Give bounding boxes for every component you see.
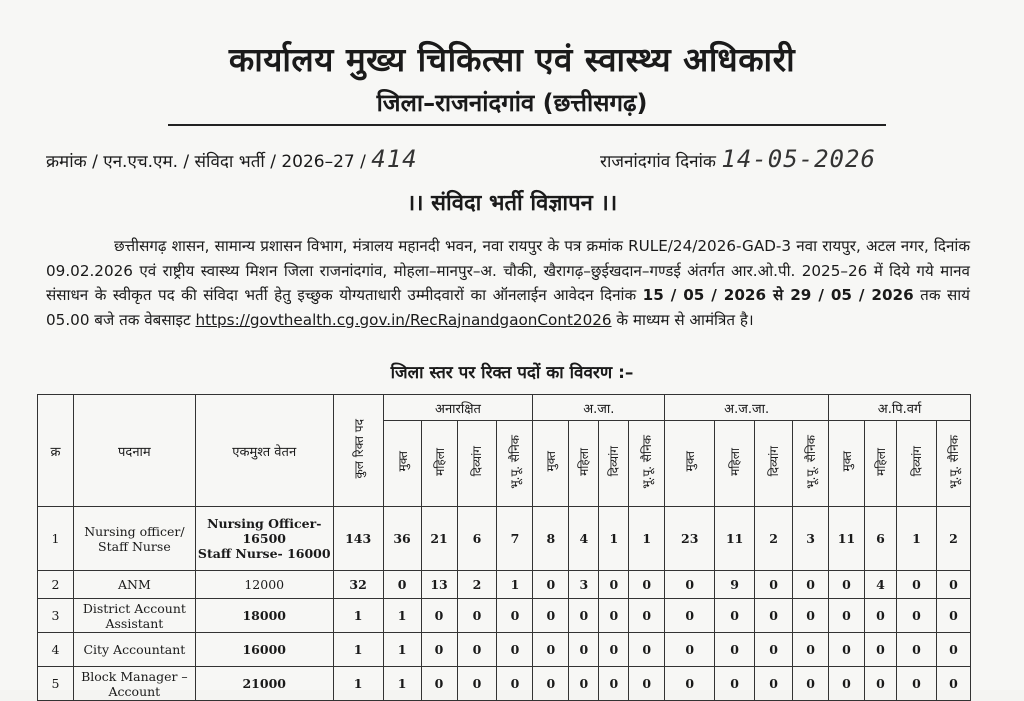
- body-part2: तक सायं 05.00 बजे तक वेबसाइट: [46, 286, 970, 329]
- cell-count: 0: [793, 667, 829, 701]
- subcol-header-disabled: दिव्यांग: [896, 421, 936, 507]
- cell-post: Block Manager – Account: [73, 667, 195, 701]
- office-title: कार्यालय मुख्य चिकित्सा एवं स्वास्थ्य अधिकारी: [228, 40, 796, 79]
- cell-count: 0: [936, 571, 970, 599]
- cell-count: 1: [383, 633, 421, 667]
- table-heading: जिला स्तर पर रिक्त पदों का विवरण :–: [390, 363, 634, 383]
- col-header-post: पदनाम: [73, 395, 195, 507]
- cell-count: 1: [629, 507, 665, 571]
- cell-count: 11: [829, 507, 865, 571]
- district-title: जिला–राजनांदगांव (छत्तीसगढ़): [376, 89, 648, 117]
- cell-salary: Nursing Officer- 16500 Staff Nurse- 16000: [195, 507, 333, 571]
- subcol-header-female: महिला: [864, 421, 896, 507]
- subcol-header-disabled: दिव्यांग: [755, 421, 793, 507]
- cell-count: 0: [629, 633, 665, 667]
- cell-count: 21: [421, 507, 457, 571]
- subcol-header-ex-serviceman: भू.पू. सैनिक: [936, 421, 970, 507]
- group-header-st: अ.ज.जा.: [665, 395, 829, 421]
- website-link[interactable]: https://govthealth.cg.gov.in/RecRajnandgaonCont2026: [195, 310, 612, 329]
- table-row: [38, 571, 971, 599]
- cell-count: 0: [864, 667, 896, 701]
- cell-count: 1: [497, 571, 533, 599]
- cell-count: 6: [864, 507, 896, 571]
- body-part1: छत्तीसगढ़ शासन, सामान्य प्रशासन विभाग, मंत्रालय महानदी भवन, नवा रायपुर के पत्र क्रमांक RULE/24/2026-GAD-3 नवा रायपुर, अटल नगर, दिनांक 09.02.2026 एवं राष्ट्रीय स्वास्थ्य मिशन जिला राजनांदगांव, मोहला–मानपुर–अ. चौकी, खैरागढ़–छुईखदान–गण्डई अंतर्गत आर.ओ.पी. 2025–26 में दिये गये मानव संसाधन के स्वीकृत पद की संविदा भर्ती हेतु इच्छुक योग्यताधारी उम्मीदवारों का ऑनलाईन आवेदन दिनांक: [46, 237, 970, 304]
- cell-count: 0: [629, 599, 665, 633]
- subcol-header-ex-serviceman: भू.पू. सैनिक: [629, 421, 665, 507]
- cell-total: 1: [333, 599, 383, 633]
- cell-count: 0: [715, 599, 755, 633]
- subcol-header-free: मुक्त: [533, 421, 569, 507]
- cell-count: 0: [896, 633, 936, 667]
- cell-count: 36: [383, 507, 421, 571]
- group-header-sc: अ.जा.: [533, 395, 665, 421]
- cell-count: 0: [665, 633, 715, 667]
- cell-count: 3: [793, 507, 829, 571]
- cell-count: 1: [599, 507, 629, 571]
- cell-count: 0: [599, 599, 629, 633]
- cell-count: 0: [665, 599, 715, 633]
- cell-count: 0: [829, 667, 865, 701]
- body-part3: के माध्यम से आमंत्रित है।: [616, 310, 754, 329]
- cell-count: 8: [533, 507, 569, 571]
- col-header-sno: क्र: [38, 395, 74, 507]
- cell-count: 0: [421, 667, 457, 701]
- cell-count: 0: [829, 571, 865, 599]
- table-row: [38, 633, 971, 667]
- table-row: [38, 667, 971, 701]
- table-row: [38, 599, 971, 633]
- cell-count: 0: [599, 633, 629, 667]
- subcol-header-disabled: दिव्यांग: [599, 421, 629, 507]
- header-rule: [168, 124, 886, 126]
- cell-count: 0: [629, 571, 665, 599]
- reference-prefix: क्रमांक / एन.एच.एम. / संविदा भर्ती / 2026–27 /: [46, 152, 366, 172]
- group-header-unreserved: अनारक्षित: [383, 395, 533, 421]
- subcol-header-female: महिला: [715, 421, 755, 507]
- cell-count: 11: [715, 507, 755, 571]
- cell-count: 0: [896, 667, 936, 701]
- cell-post: Nursing officer/ Staff Nurse: [73, 507, 195, 571]
- cell-total: 1: [333, 633, 383, 667]
- cell-count: 0: [896, 571, 936, 599]
- cell-post: District Account Assistant: [73, 599, 195, 633]
- cell-total: 32: [333, 571, 383, 599]
- cell-count: 0: [864, 633, 896, 667]
- subcol-header-free: मुक्त: [665, 421, 715, 507]
- cell-count: 1: [383, 667, 421, 701]
- cell-count: 0: [629, 667, 665, 701]
- cell-count: 1: [896, 507, 936, 571]
- cell-count: 0: [533, 633, 569, 667]
- cell-count: 0: [936, 633, 970, 667]
- cell-count: 0: [497, 633, 533, 667]
- cell-count: 0: [755, 599, 793, 633]
- cell-count: 6: [457, 507, 497, 571]
- cell-count: 0: [936, 599, 970, 633]
- cell-count: 0: [383, 571, 421, 599]
- cell-count: 0: [936, 667, 970, 701]
- cell-count: 0: [497, 599, 533, 633]
- cell-count: 0: [793, 599, 829, 633]
- cell-sno: 5: [38, 667, 74, 701]
- reference-date: [600, 145, 876, 173]
- subcol-header-female: महिला: [569, 421, 599, 507]
- col-header-salary: एकमुश्त वेतन: [195, 395, 333, 507]
- cell-count: 0: [665, 667, 715, 701]
- cell-count: 0: [421, 599, 457, 633]
- cell-count: 4: [569, 507, 599, 571]
- cell-total: 143: [333, 507, 383, 571]
- cell-count: 0: [497, 667, 533, 701]
- cell-count: 23: [665, 507, 715, 571]
- subcol-header-ex-serviceman: भू.पू. सैनिक: [497, 421, 533, 507]
- subcol-header-disabled: दिव्यांग: [457, 421, 497, 507]
- cell-count: 0: [755, 667, 793, 701]
- cell-count: 0: [533, 667, 569, 701]
- cell-count: 0: [457, 667, 497, 701]
- cell-count: 0: [793, 571, 829, 599]
- col-header-total: कुल रिक्त पद: [333, 395, 383, 507]
- cell-count: 0: [457, 633, 497, 667]
- reference-number: [46, 145, 418, 173]
- cell-count: 0: [793, 633, 829, 667]
- cell-salary: 12000: [195, 571, 333, 599]
- cell-count: 0: [599, 667, 629, 701]
- cell-salary: 21000: [195, 667, 333, 701]
- cell-count: 0: [896, 599, 936, 633]
- reference-handwritten-number: 414: [371, 145, 418, 173]
- cell-count: 0: [829, 633, 865, 667]
- cell-count: 1: [383, 599, 421, 633]
- cell-sno: 2: [38, 571, 74, 599]
- subcol-header-free: मुक्त: [829, 421, 865, 507]
- cell-count: 0: [829, 599, 865, 633]
- advertisement-heading: ।। संविदा भर्ती विज्ञापन ।।: [406, 191, 618, 216]
- cell-count: 0: [569, 633, 599, 667]
- cell-count: 0: [457, 599, 497, 633]
- cell-count: 0: [755, 571, 793, 599]
- group-header-obc: अ.पि.वर्ग: [829, 395, 971, 421]
- subcol-header-female: महिला: [421, 421, 457, 507]
- cell-count: 2: [936, 507, 970, 571]
- cell-sno: 1: [38, 507, 74, 571]
- cell-count: 2: [457, 571, 497, 599]
- cell-total: 1: [333, 667, 383, 701]
- cell-count: 0: [533, 599, 569, 633]
- cell-count: 2: [755, 507, 793, 571]
- cell-count: 7: [497, 507, 533, 571]
- cell-count: 0: [569, 599, 599, 633]
- table-row: [38, 507, 971, 571]
- cell-count: 0: [864, 599, 896, 633]
- cell-count: 0: [755, 633, 793, 667]
- cell-count: 0: [421, 633, 457, 667]
- handwritten-date: 14-05-2026: [721, 145, 876, 173]
- cell-count: 13: [421, 571, 457, 599]
- cell-count: 0: [715, 633, 755, 667]
- cell-count: 0: [715, 667, 755, 701]
- cell-count: 9: [715, 571, 755, 599]
- vacancy-table: [37, 394, 971, 701]
- cell-post: ANM: [73, 571, 195, 599]
- cell-post: City Accountant: [73, 633, 195, 667]
- cell-count: 4: [864, 571, 896, 599]
- cell-sno: 3: [38, 599, 74, 633]
- application-dates: 15 / 05 / 2026 से 29 / 05 / 2026: [642, 286, 914, 304]
- cell-count: 3: [569, 571, 599, 599]
- cell-salary: 18000: [195, 599, 333, 633]
- cell-count: 0: [599, 571, 629, 599]
- subcol-header-ex-serviceman: भू.पू. सैनिक: [793, 421, 829, 507]
- cell-count: 0: [533, 571, 569, 599]
- cell-count: 0: [569, 667, 599, 701]
- notice-body: [46, 234, 970, 332]
- cell-salary: 16000: [195, 633, 333, 667]
- place-date-label: राजनांदगांव दिनांक: [600, 152, 716, 172]
- cell-sno: 4: [38, 633, 74, 667]
- subcol-header-free: मुक्त: [383, 421, 421, 507]
- cell-count: 0: [665, 571, 715, 599]
